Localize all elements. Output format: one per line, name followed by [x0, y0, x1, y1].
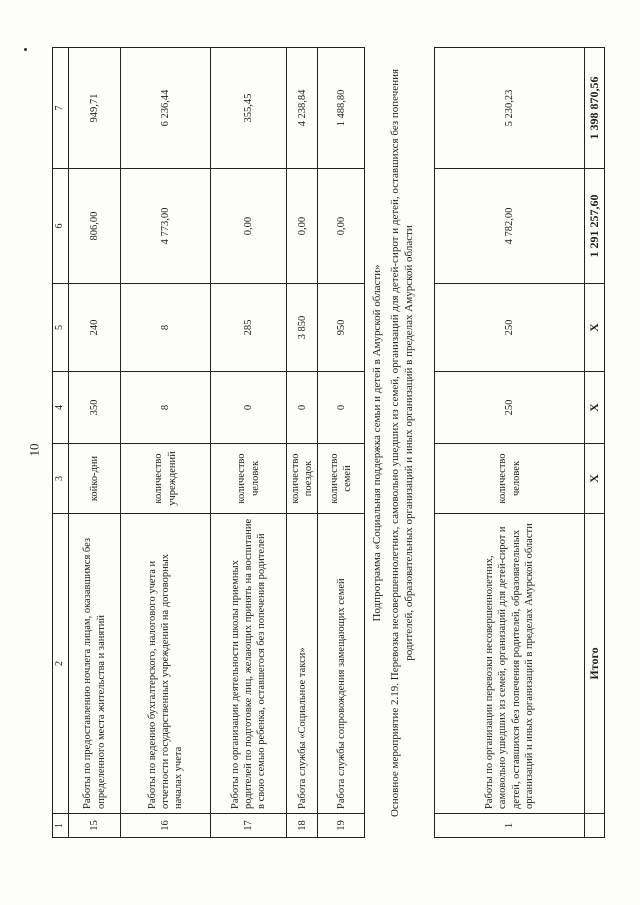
value-col7: 1 488,80: [318, 48, 365, 169]
table-row: [211, 48, 287, 838]
value-col5: 950: [318, 284, 365, 372]
header-cell: 1: [53, 814, 69, 838]
unit: койко-дни: [69, 444, 121, 514]
value-col6: 0,00: [287, 169, 318, 284]
total-empty-cell: [585, 814, 605, 838]
value-col6: 4 773,00: [121, 169, 211, 284]
value-col5: 240: [69, 284, 121, 372]
value-col4: 350: [69, 372, 121, 444]
value-col5: 285: [211, 284, 287, 372]
row-number: 19: [318, 814, 365, 838]
value-col4: 0: [287, 372, 318, 444]
unit: количество человек: [435, 444, 585, 514]
table-row: [435, 48, 585, 838]
value-col7: 5 230,23: [435, 48, 585, 169]
total-label: Итого: [585, 514, 605, 814]
work-name: Работа службы сопровождения замещающих семей: [318, 514, 365, 814]
unit: количество семей: [318, 444, 365, 514]
value-col6: 4 782,00: [435, 169, 585, 284]
value-col4: 0: [211, 372, 287, 444]
total-col5: X: [585, 284, 605, 372]
work-name: Работы по организации перевозки несовершеннолетних, самовольно ушедших из семей, организаций для детей-сирот и детей, оставшихся без попечения родителей, образовательных организаций и иных организаций в пределах Амурской области: [435, 514, 585, 814]
total-col7: 1 398 870,56: [585, 48, 605, 169]
header-cell: 4: [53, 372, 69, 444]
work-name: Работы по ведению бухгалтерского, налогового учета и отчетности государственных учреждений на договорных началах учета: [121, 514, 211, 814]
row-number: 16: [121, 814, 211, 838]
value-col7: 949,71: [69, 48, 121, 169]
page-number: 10: [26, 443, 42, 457]
value-col4: 250: [435, 372, 585, 444]
table-row: [69, 48, 121, 838]
row-number: 18: [287, 814, 318, 838]
header-cell: 5: [53, 284, 69, 372]
work-name: Работы по предоставлению ночлега лицам, оказавшимся без определенного места жительства и занятий: [69, 514, 121, 814]
value-col6: 0,00: [318, 169, 365, 284]
value-col5: 8: [121, 284, 211, 372]
total-row: [585, 48, 605, 838]
value-col6: 0,00: [211, 169, 287, 284]
table-row: [318, 48, 365, 838]
header-cell: 6: [53, 169, 69, 284]
table-row: [121, 48, 211, 838]
total-col3: X: [585, 444, 605, 514]
scan-speck: [24, 48, 27, 51]
value-col4: 8: [121, 372, 211, 444]
rotated-page-content: [52, 48, 612, 838]
value-col7: 6 236,44: [121, 48, 211, 169]
subprogram-title: Подпрограмма «Социальная поддержка семьи и детей в Амурской области»: [371, 264, 383, 622]
main-activity: Основное мероприятие 2.19. Перевозка несовершеннолетних, самовольно ушедших из семей, организаций для детей-сирот и детей, оставшихся без попечения родителей, образовательных организаций и иных организаций в пределах Амурской области: [389, 68, 416, 818]
value-col6: 806,00: [69, 169, 121, 284]
header-row: [53, 48, 69, 838]
work-name: Работа службы «Социальное такси»: [287, 514, 318, 814]
table-row: [287, 48, 318, 838]
row-number: 15: [69, 814, 121, 838]
services-table: [52, 47, 365, 838]
unit: количество человек: [211, 444, 287, 514]
unit: количество учреждений: [121, 444, 211, 514]
unit: количество поездок: [287, 444, 318, 514]
value-col4: 0: [318, 372, 365, 444]
work-name: Работы по организации деятельности школы приемных родителей по подготовке лиц, желающих принять на воспитание в свою семью ребенка, оставшегося без попечения родителей: [211, 514, 287, 814]
activity-table: [434, 47, 605, 838]
total-col4: X: [585, 372, 605, 444]
value-col5: 250: [435, 284, 585, 372]
header-cell: 3: [53, 444, 69, 514]
value-col5: 3 850: [287, 284, 318, 372]
header-cell: 7: [53, 48, 69, 169]
row-number: 17: [211, 814, 287, 838]
value-col7: 4 238,84: [287, 48, 318, 169]
total-col6: 1 291 257,60: [585, 169, 605, 284]
header-cell: 2: [53, 514, 69, 814]
row-number: 1: [435, 814, 585, 838]
value-col7: 355,45: [211, 48, 287, 169]
